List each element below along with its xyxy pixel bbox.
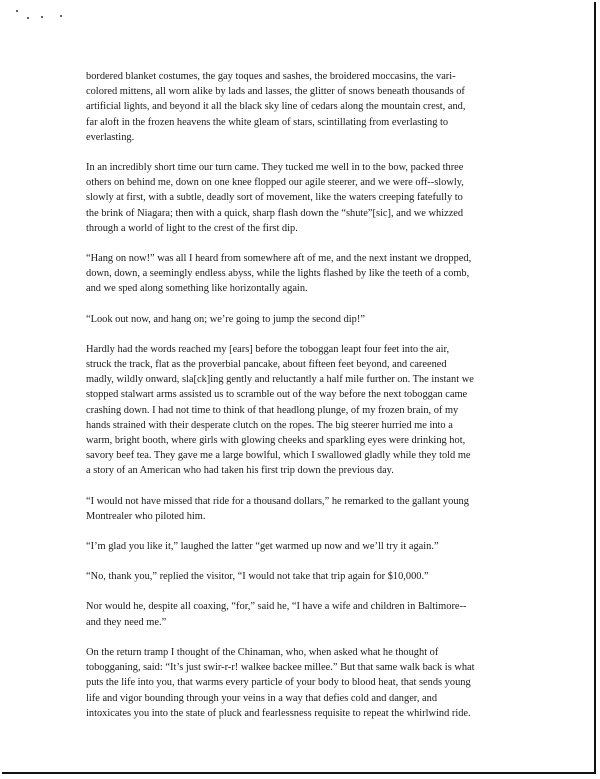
paragraph: In an incredibly short time our turn came. They tucked me well in to the bow, packed three others on behind me, down on one knee flopped our agile steerer, and we were off--slowly, slowly at first, with a subtle, deadly sort of movement, like the waters creeping fatefully to the brink of Niagara; then with a quick, sharp flash down the “shute”[sic], and we whizzed through a world of light to the crest of the first dip. (86, 162, 464, 234)
paragraph: “I’m glad you like it,” laughed the latter “get warmed up now and we’ll try it again.” (86, 541, 439, 553)
paragraph: On the return tramp I thought of the Chinaman, who, when asked what he thought of tobogganing, said: “It’s just swir-r-r! walkee backee millee.” But that same walk back is what puts the life into you, that warms every particle of your body to blood heat, that sends young life and vigor bounding through your veins in a way that defies cold and danger, and intoxicates you into the state of pluck and fearlessness requisite to repeat the whirlwind ride. (86, 646, 475, 719)
scan-speck (27, 17, 29, 19)
scan-speck (60, 15, 62, 17)
paragraph: “Hang on now!” was all I heard from somewhere aft of me, and the next instant we dropped, down, down, a seemingly endless abyss, while the lights flashed by like the teeth of a comb, and we sped along something like horizontally again. (86, 253, 472, 295)
scan-speck (41, 16, 43, 18)
paragraph: Nor would he, despite all coaxing, “for,” said he, “I have a wife and children in Baltimore--and they need me.” (86, 601, 467, 628)
paragraph: “Look out now, and hang on; we’re going to jump the second dip!” (86, 313, 365, 325)
document-body (86, 69, 476, 721)
paragraph: “I would not have missed that ride for a thousand dollars,” he remarked to the gallant young Montrealer who piloted him. (86, 495, 469, 522)
paragraph: Hardly had the words reached my [ears] before the toboggan leapt four feet into the air, struck the track, flat as the proverbial pancake, about fifteen feet beyond, and careened madly, wildly onward, sla[ck]ing gently and reluctantly a half mile further on. The instant we stopped stalwart arms assisted us to scramble out of the way before the next toboggan came crashing down. I had not time to think of that headlong plunge, of my frozen brain, of my hands strained with their desperate clutch on the ropes. The big steerer hurried me into a warm, bright booth, where girls with glowing cheeks and sparkling eyes were drinking hot, savory beef tea. They gave me a large bowlful, which I swallowed gladly while they told me a story of an American who had taken his first trip down the previous day. (86, 343, 474, 477)
paragraph: “No, thank you,” replied the visitor, “I would not take that trip again for $10,000.” (86, 571, 429, 583)
scan-speck (16, 10, 18, 12)
paragraph: bordered blanket costumes, the gay toques and sashes, the broidered moccasins, the vari-colored mittens, all worn alike by lads and lasses, the glitter of snows beneath thousands of artificial lights, and beyond it all the black sky line of cedars along the mountain crest, and, far aloft in the frozen heavens the white gleam of stars, scintillating from everlasting to everlasting. (86, 71, 466, 143)
